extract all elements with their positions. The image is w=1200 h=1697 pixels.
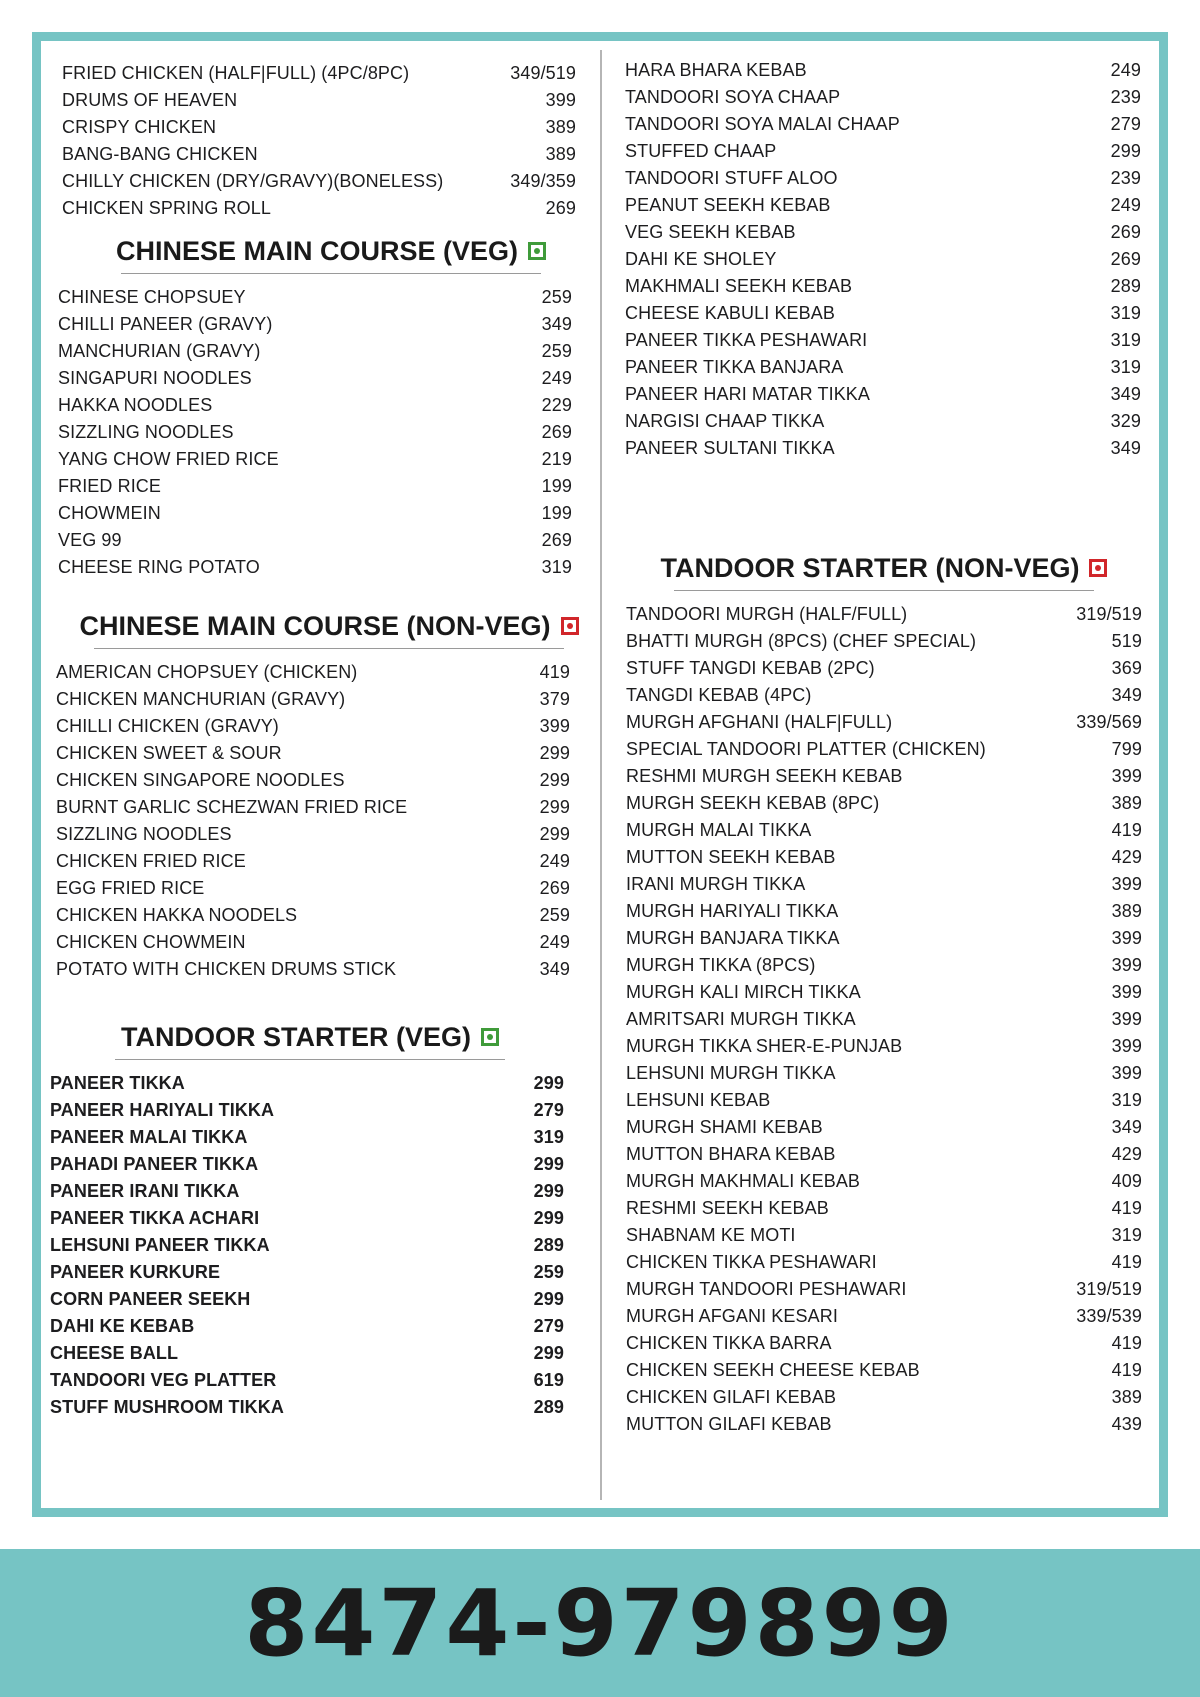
menu-item-price: 249: [541, 368, 572, 388]
menu-item-name: CHILLY CHICKEN (DRY/GRAVY)(BONELESS): [62, 171, 444, 191]
menu-item-price: 279: [533, 1100, 564, 1120]
menu-item-price: 269: [1110, 249, 1141, 269]
menu-item: [50, 1394, 564, 1421]
menu-item: [626, 1168, 1142, 1195]
menu-item-name: STUFF TANGDI KEBAB (2PC): [626, 658, 875, 678]
menu-item-name: BURNT GARLIC SCHEZWAN FRIED RICE: [56, 797, 408, 817]
menu-item-price: 379: [539, 689, 570, 709]
menu-item-name: CHEESE RING POTATO: [58, 557, 260, 577]
menu-item-name: MANCHURIAN (GRAVY): [58, 341, 261, 361]
menu-item-name: PANEER TIKKA ACHARI: [50, 1208, 260, 1228]
menu-item-name: CHEESE KABULI KEBAB: [625, 303, 835, 323]
menu-item: [58, 527, 572, 554]
menu-item-name: CHICKEN SINGAPORE NOODLES: [56, 770, 345, 790]
menu-item: [56, 929, 570, 956]
menu-item-price: 319: [541, 557, 572, 577]
menu-item-name: PANEER HARI MATAR TIKKA: [625, 384, 871, 404]
menu-item: [50, 1259, 564, 1286]
menu-item-name: TANDOORI SOYA MALAI CHAAP: [625, 114, 900, 134]
menu-item-name: EGG FRIED RICE: [56, 878, 205, 898]
menu-item: [62, 141, 576, 168]
menu-item-price: 259: [533, 1262, 564, 1282]
menu-item-name: CHICKEN SWEET & SOUR: [56, 743, 282, 763]
menu-item-price: 389: [1111, 901, 1142, 921]
menu-item-name: PANEER KURKURE: [50, 1262, 221, 1282]
menu-item: [62, 87, 576, 114]
section-title: CHINESE MAIN COURSE (VEG): [115, 236, 519, 266]
menu-item-name: PEANUT SEEKH KEBAB: [625, 195, 831, 215]
menu-item: [626, 1276, 1142, 1303]
menu-item-name: TANDOORI SOYA CHAAP: [625, 87, 841, 107]
menu-item-price: 399: [1111, 766, 1142, 786]
menu-item-name: MURGH BANJARA TIKKA: [626, 928, 840, 948]
menu-item: [50, 1205, 564, 1232]
menu-item-name: CHICKEN SPRING ROLL: [62, 198, 271, 218]
menu-item-price: 299: [539, 824, 570, 844]
menu-item-price: 399: [1111, 955, 1142, 975]
menu-item: [626, 1033, 1142, 1060]
menu-item-price: 389: [545, 144, 576, 164]
menu-item: [626, 952, 1142, 979]
left-top-list: [62, 60, 576, 222]
menu-item: [50, 1178, 564, 1205]
menu-item-price: 389: [545, 117, 576, 137]
menu-item-name: PANEER SULTANI TIKKA: [625, 438, 835, 458]
menu-item: [62, 60, 576, 87]
menu-item: [58, 392, 572, 419]
heading-underline: [94, 648, 564, 649]
menu-item: [50, 1313, 564, 1340]
menu-item-name: CHICKEN SEEKH CHEESE KEBAB: [626, 1360, 920, 1380]
menu-item-price: 389: [1111, 1387, 1142, 1407]
menu-item: [625, 192, 1141, 219]
menu-item-price: 349: [1110, 384, 1141, 404]
menu-item: [50, 1286, 564, 1313]
menu-item-price: 419: [539, 662, 570, 682]
menu-item-price: 269: [1110, 222, 1141, 242]
menu-item: [50, 1070, 564, 1097]
menu-item-price: 419: [1111, 1198, 1142, 1218]
menu-item: [625, 273, 1141, 300]
menu-item: [625, 138, 1141, 165]
menu-item: [56, 659, 570, 686]
menu-item: [625, 435, 1141, 462]
section-heading: [626, 550, 1142, 586]
nonveg-icon: [561, 617, 579, 635]
menu-item: [626, 1330, 1142, 1357]
menu-item: [626, 682, 1142, 709]
chinese-veg-section: [58, 233, 604, 581]
menu-item-name: MURGH KALI MIRCH TIKKA: [626, 982, 861, 1002]
menu-item-price: 349/359: [510, 171, 576, 191]
menu-item: [50, 1151, 564, 1178]
menu-item-name: MURGH SHAMI KEBAB: [626, 1117, 823, 1137]
menu-item: [626, 844, 1142, 871]
menu-item: [58, 284, 572, 311]
menu-item-name: PAHADI PANEER TIKKA: [50, 1154, 259, 1174]
menu-item: [56, 740, 570, 767]
menu-item: [626, 655, 1142, 682]
heading-underline: [121, 273, 541, 274]
section-title: CHINESE MAIN COURSE (NON-VEG): [79, 611, 551, 641]
menu-item-name: SINGAPURI NOODLES: [58, 368, 252, 388]
menu-item: [626, 1060, 1142, 1087]
menu-item: [58, 554, 572, 581]
menu-item-name: PANEER IRANI TIKKA: [50, 1181, 240, 1201]
menu-item: [626, 1006, 1142, 1033]
menu-item: [50, 1367, 564, 1394]
menu-item-price: 319: [1111, 1090, 1142, 1110]
section-title: TANDOOR STARTER (VEG): [121, 1022, 471, 1052]
menu-item-name: HAKKA NOODLES: [58, 395, 213, 415]
phone-number[interactable]: 8474-979899: [244, 1569, 956, 1677]
menu-item-price: 349: [539, 959, 570, 979]
menu-item-price: 349: [541, 314, 572, 334]
menu-item-price: 249: [539, 932, 570, 952]
menu-item-price: 419: [1111, 1333, 1142, 1353]
menu-item-price: 299: [533, 1289, 564, 1309]
menu-item: [625, 219, 1141, 246]
menu-item-price: 399: [1111, 1036, 1142, 1056]
menu-item: [626, 1087, 1142, 1114]
tandoor-veg-list: [50, 1070, 564, 1421]
menu-item-price: 269: [541, 422, 572, 442]
menu-item: [56, 713, 570, 740]
menu-item-price: 349/519: [510, 63, 576, 83]
menu-item-name: RESHMI SEEKH KEBAB: [626, 1198, 829, 1218]
menu-item-name: CHILLI CHICKEN (GRAVY): [56, 716, 279, 736]
menu-item-name: MURGH TIKKA SHER-E-PUNJAB: [626, 1036, 903, 1056]
menu-item-price: 249: [1110, 195, 1141, 215]
menu-item-price: 279: [533, 1316, 564, 1336]
menu-item-price: 419: [1111, 820, 1142, 840]
menu-item-price: 399: [545, 90, 576, 110]
menu-item-name: CHILLI PANEER (GRAVY): [58, 314, 273, 334]
menu-item-price: 239: [1110, 87, 1141, 107]
menu-item: [50, 1340, 564, 1367]
menu-item-name: BHATTI MURGH (8PCS) (CHEF SPECIAL): [626, 631, 977, 651]
menu-item-price: 429: [1111, 847, 1142, 867]
menu-item-price: 429: [1111, 1144, 1142, 1164]
menu-item-name: DAHI KE SHOLEY: [625, 249, 777, 269]
menu-item: [625, 84, 1141, 111]
menu-item-name: TANDOORI STUFF ALOO: [625, 168, 838, 188]
menu-item-price: 289: [533, 1397, 564, 1417]
footer-bar: [0, 1549, 1200, 1697]
menu-item-price: 319: [533, 1127, 564, 1147]
menu-item-name: CHICKEN TIKKA BARRA: [626, 1333, 832, 1353]
menu-item-name: LEHSUNI MURGH TIKKA: [626, 1063, 836, 1083]
tandoor-nonveg-list: [626, 601, 1142, 1438]
menu-item: [625, 327, 1141, 354]
menu-item-price: 299: [539, 743, 570, 763]
menu-item-price: 369: [1111, 658, 1142, 678]
menu-item-name: PANEER TIKKA: [50, 1073, 185, 1093]
menu-item-name: AMERICAN CHOPSUEY (CHICKEN): [56, 662, 358, 682]
menu-item: [56, 794, 570, 821]
menu-item: [625, 354, 1141, 381]
menu-item-price: 259: [541, 287, 572, 307]
menu-item-name: MURGH SEEKH KEBAB (8PC): [626, 793, 880, 813]
menu-item-price: 399: [1111, 928, 1142, 948]
menu-item: [626, 898, 1142, 925]
menu-item: [50, 1232, 564, 1259]
menu-item: [626, 628, 1142, 655]
menu-item: [625, 165, 1141, 192]
menu-item: [626, 1357, 1142, 1384]
menu-item-name: FRIED RICE: [58, 476, 162, 496]
menu-item-name: CHICKEN MANCHURIAN (GRAVY): [56, 689, 346, 709]
menu-item: [625, 408, 1141, 435]
menu-item-price: 259: [539, 905, 570, 925]
menu-item-price: 249: [539, 851, 570, 871]
menu-item: [56, 767, 570, 794]
menu-item-name: MUTTON BHARA KEBAB: [626, 1144, 836, 1164]
menu-item: [626, 871, 1142, 898]
menu-item-price: 349: [1111, 1117, 1142, 1137]
menu-item-price: 519: [1111, 631, 1142, 651]
menu-item: [625, 300, 1141, 327]
menu-item-name: MURGH HARIYALI TIKKA: [626, 901, 839, 921]
heading-underline: [674, 590, 1094, 591]
menu-item-name: CHICKEN CHOWMEIN: [56, 932, 246, 952]
menu-item-price: 349: [1110, 438, 1141, 458]
menu-item-price: 329: [1110, 411, 1141, 431]
menu-item-name: AMRITSARI MURGH TIKKA: [626, 1009, 856, 1029]
menu-item-name: MURGH TANDOORI PESHAWARI: [626, 1279, 907, 1299]
menu-item: [62, 114, 576, 141]
menu-item-name: RESHMI MURGH SEEKH KEBAB: [626, 766, 903, 786]
menu-item-price: 799: [1111, 739, 1142, 759]
menu-item-name: MURGH TIKKA (8PCS): [626, 955, 816, 975]
menu-item-name: VEG 99: [58, 530, 122, 550]
menu-item-name: LEHSUNI PANEER TIKKA: [50, 1235, 270, 1255]
menu-item: [56, 875, 570, 902]
menu-item: [56, 821, 570, 848]
menu-item: [62, 168, 576, 195]
menu-item-name: MURGH MALAI TIKKA: [626, 820, 812, 840]
menu-item: [626, 1114, 1142, 1141]
menu-item-price: 249: [1110, 60, 1141, 80]
menu-item-name: TANGDI KEBAB (4PC): [626, 685, 812, 705]
menu-item-name: HARA BHARA KEBAB: [625, 60, 807, 80]
menu-item: [626, 1141, 1142, 1168]
menu-item-price: 619: [533, 1370, 564, 1390]
menu-item-price: 319: [1110, 303, 1141, 323]
menu-item-price: 199: [541, 503, 572, 523]
menu-item-name: SIZZLING NOODLES: [56, 824, 232, 844]
menu-item-name: CRISPY CHICKEN: [62, 117, 217, 137]
menu-item: [56, 848, 570, 875]
menu-item-price: 419: [1111, 1252, 1142, 1272]
menu-item-price: 299: [533, 1073, 564, 1093]
menu-item-name: CHICKEN FRIED RICE: [56, 851, 246, 871]
right-top-list: [625, 57, 1141, 462]
menu-item-name: SIZZLING NOODLES: [58, 422, 234, 442]
menu-item: [62, 195, 576, 222]
menu-item-price: 439: [1111, 1414, 1142, 1434]
menu-item: [626, 790, 1142, 817]
menu-item-name: TANDOORI VEG PLATTER: [50, 1370, 277, 1390]
menu-item: [626, 736, 1142, 763]
menu-item-price: 349: [1111, 685, 1142, 705]
menu-item: [626, 1303, 1142, 1330]
menu-item-name: CORN PANEER SEEKH: [50, 1289, 251, 1309]
menu-item: [58, 365, 572, 392]
menu-item-name: NARGISI CHAAP TIKKA: [625, 411, 825, 431]
menu-item-name: MURGH MAKHMALI KEBAB: [626, 1171, 861, 1191]
menu-item-name: LEHSUNI KEBAB: [626, 1090, 771, 1110]
menu-item-price: 199: [541, 476, 572, 496]
menu-item-price: 299: [533, 1208, 564, 1228]
menu-item-price: 239: [1110, 168, 1141, 188]
menu-item-price: 419: [1111, 1360, 1142, 1380]
menu-item: [58, 311, 572, 338]
menu-item: [626, 1384, 1142, 1411]
menu-item-price: 399: [1111, 874, 1142, 894]
menu-item-price: 299: [533, 1181, 564, 1201]
menu-item-price: 399: [1111, 982, 1142, 1002]
menu-item-price: 319: [1110, 330, 1141, 350]
veg-icon: [481, 1028, 499, 1046]
menu-item: [626, 817, 1142, 844]
menu-item: [626, 1195, 1142, 1222]
menu-item-name: CHICKEN TIKKA PESHAWARI: [626, 1252, 877, 1272]
menu-item-name: MAKHMALI SEEKH KEBAB: [625, 276, 853, 296]
chinese-veg-list: [58, 284, 572, 581]
menu-item: [56, 686, 570, 713]
menu-item-price: 229: [541, 395, 572, 415]
menu-item-name: PANEER TIKKA BANJARA: [625, 357, 844, 377]
menu-item-price: 269: [545, 198, 576, 218]
menu-item-price: 269: [539, 878, 570, 898]
menu-item-price: 299: [1110, 141, 1141, 161]
menu-item-name: YANG CHOW FRIED RICE: [58, 449, 279, 469]
menu-item: [625, 381, 1141, 408]
menu-item-name: PANEER HARIYALI TIKKA: [50, 1100, 275, 1120]
menu-item: [625, 111, 1141, 138]
menu-item-price: 339/539: [1076, 1306, 1142, 1326]
tandoor-veg-section: [50, 1019, 570, 1421]
menu-item-price: 259: [541, 341, 572, 361]
menu-item: [58, 473, 572, 500]
menu-item: [626, 763, 1142, 790]
menu-item-name: TANDOORI MURGH (HALF/FULL): [626, 604, 908, 624]
menu-item-name: POTATO WITH CHICKEN DRUMS STICK: [56, 959, 397, 979]
menu-item-price: 319: [1111, 1225, 1142, 1245]
menu-item: [625, 57, 1141, 84]
menu-item: [625, 246, 1141, 273]
nonveg-icon: [1089, 559, 1107, 577]
menu-item-price: 319/519: [1076, 604, 1142, 624]
menu-item-name: STUFF MUSHROOM TIKKA: [50, 1397, 284, 1417]
menu-item: [50, 1124, 564, 1151]
menu-item-name: MUTTON SEEKH KEBAB: [626, 847, 836, 867]
menu-item-price: 319: [1110, 357, 1141, 377]
chinese-nonveg-list: [56, 659, 570, 983]
menu-item-price: 299: [539, 770, 570, 790]
menu-item: [58, 500, 572, 527]
menu-item: [58, 338, 572, 365]
menu-item-name: CHICKEN GILAFI KEBAB: [626, 1387, 837, 1407]
menu-item-name: VEG SEEKH KEBAB: [625, 222, 796, 242]
menu-item-price: 339/569: [1076, 712, 1142, 732]
menu-item-name: MUTTON GILAFI KEBAB: [626, 1414, 832, 1434]
menu-item-name: FRIED CHICKEN (HALF|FULL) (4PC/8PC): [62, 63, 410, 83]
menu-item-price: 279: [1110, 114, 1141, 134]
menu-item-price: 219: [541, 449, 572, 469]
menu-item-name: IRANI MURGH TIKKA: [626, 874, 806, 894]
menu-item-name: CHOWMEIN: [58, 503, 161, 523]
menu-item-name: CHICKEN HAKKA NOODELS: [56, 905, 298, 925]
section-title: TANDOOR STARTER (NON-VEG): [660, 553, 1080, 583]
menu-item-name: CHEESE BALL: [50, 1343, 179, 1363]
menu-item-price: 389: [1111, 793, 1142, 813]
chinese-nonveg-section: [56, 608, 602, 983]
menu-item: [626, 925, 1142, 952]
menu-item-price: 299: [533, 1154, 564, 1174]
menu-item-price: 409: [1111, 1171, 1142, 1191]
heading-underline: [115, 1059, 505, 1060]
menu-item: [58, 419, 572, 446]
menu-item-name: PANEER MALAI TIKKA: [50, 1127, 248, 1147]
menu-item-name: MURGH AFGANI KESARI: [626, 1306, 838, 1326]
menu-item: [626, 1222, 1142, 1249]
menu-item-price: 289: [1110, 276, 1141, 296]
menu-item-price: 319/519: [1076, 1279, 1142, 1299]
menu-item-price: 399: [1111, 1009, 1142, 1029]
menu-item: [626, 709, 1142, 736]
menu-item-name: STUFFED CHAAP: [625, 141, 777, 161]
menu-item-price: 299: [539, 797, 570, 817]
menu-item-price: 399: [1111, 1063, 1142, 1083]
menu-item: [626, 1249, 1142, 1276]
menu-item-name: DAHI KE KEBAB: [50, 1316, 195, 1336]
menu-item-price: 399: [539, 716, 570, 736]
menu-item-name: SHABNAM KE MOTI: [626, 1225, 796, 1245]
menu-item: [58, 446, 572, 473]
menu-item-name: DRUMS OF HEAVEN: [62, 90, 238, 110]
menu-item: [56, 902, 570, 929]
tandoor-nonveg-section: [626, 550, 1142, 1438]
menu-item: [626, 1411, 1142, 1438]
menu-item: [56, 956, 570, 983]
menu-item-name: PANEER TIKKA PESHAWARI: [625, 330, 868, 350]
veg-icon: [528, 242, 546, 260]
section-heading: [56, 608, 602, 644]
menu-item: [626, 979, 1142, 1006]
menu-item-name: CHINESE CHOPSUEY: [58, 287, 246, 307]
menu-item-name: BANG-BANG CHICKEN: [62, 144, 258, 164]
menu-item: [626, 601, 1142, 628]
menu-item-price: 289: [533, 1235, 564, 1255]
menu-item-price: 269: [541, 530, 572, 550]
menu-item: [50, 1097, 564, 1124]
section-heading: [58, 233, 604, 269]
menu-item-name: MURGH AFGHANI (HALF|FULL): [626, 712, 893, 732]
menu-item-price: 299: [533, 1343, 564, 1363]
menu-item-name: SPECIAL TANDOORI PLATTER (CHICKEN): [626, 739, 986, 759]
section-heading: [50, 1019, 570, 1055]
